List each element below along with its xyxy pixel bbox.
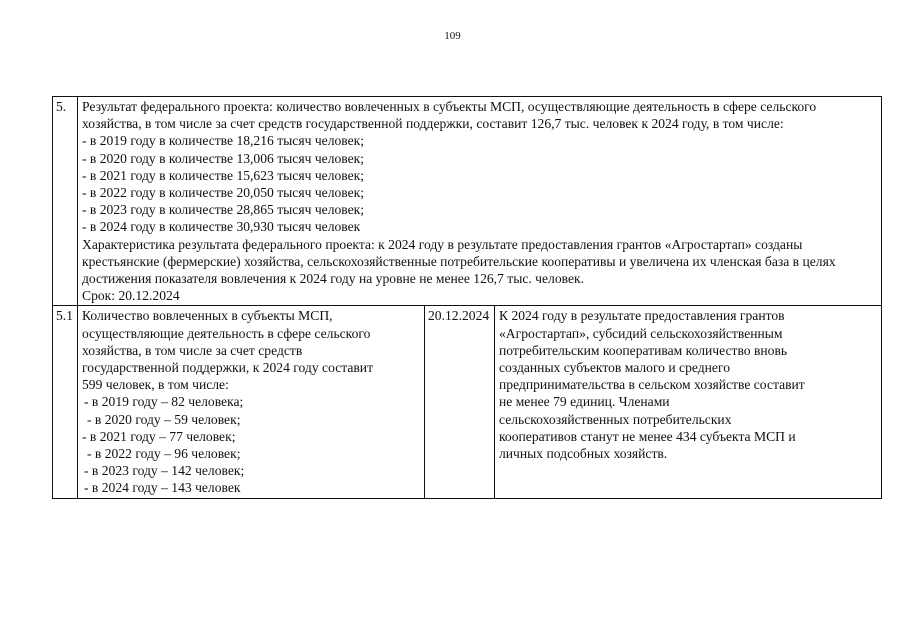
- section-5-year-2019: - в 2019 году в количестве 18,216 тысяч человек;: [82, 133, 365, 149]
- section-5-1-desc-line: осуществляющие деятельность в сфере сельского: [82, 325, 371, 341]
- section-5-1-desc-line: государственной поддержки, к 2024 году составит: [82, 360, 374, 376]
- section-5-1-description: [78, 306, 425, 498]
- section-5-year-2021: - в 2021 году в количестве 15,623 тысяч человек;: [82, 167, 365, 183]
- section-5-1-year-2024: - в 2024 году – 143 человек: [84, 480, 241, 496]
- section-5-1-result-line: потребительским кооперативам количество вновь: [499, 342, 788, 358]
- section-5-1-result-line: личных подсобных хозяйств.: [499, 446, 668, 462]
- section-5-1-desc-line: хозяйства, в том числе за счет средств: [82, 342, 303, 358]
- section-5-1-year-2021: - в 2021 году – 77 человек;: [82, 428, 236, 444]
- section-5-characteristic: Характеристика результата федерального проекта: к 2024 году в результате предоставления грантов «Агростартап» созданы крестьянские (фермерские) хозяйства, сельскохозяйственные потребительские кооперативы и увеличена их членская база в целях достижения показателя вовлечения к 2024 году на уровне не менее 126,7 тыс. человек.: [82, 236, 836, 287]
- section-5-1-desc-line: 599 человек, в том числе:: [82, 377, 229, 393]
- section-5-1-desc-line: Количество вовлеченных в субъекты МСП,: [82, 308, 333, 324]
- section-5-1-year-2020: - в 2020 году – 59 человек;: [87, 411, 241, 427]
- table-row-section-5: [53, 97, 882, 306]
- section-5-1-year-2022: - в 2022 году – 96 человек;: [87, 446, 241, 462]
- section-5-year-2020: - в 2020 году в количестве 13,006 тысяч человек;: [82, 150, 365, 166]
- section-5-content: [78, 97, 882, 306]
- section-5-1-result-line: не менее 79 единиц. Членами: [499, 394, 670, 410]
- table-row-section-5-1: [53, 306, 882, 498]
- section-5-1-result-line: предпринимательства в сельском хозяйстве составит: [499, 377, 805, 393]
- section-5-1-year-2019: - в 2019 году – 82 человека;: [84, 394, 244, 410]
- section-5-1-result-line: кооперативов станут не менее 434 субъекта МСП и: [499, 428, 796, 444]
- section-5-year-2022: - в 2022 году в количестве 20,050 тысяч человек;: [82, 185, 365, 201]
- section-5-1-result-line: сельскохозяйственных потребительских: [499, 411, 732, 427]
- section-5-year-2023: - в 2023 году в количестве 28,865 тысяч человек;: [82, 202, 365, 218]
- section-5-year-2024: - в 2024 году в количестве 30,930 тысяч человек: [82, 219, 361, 235]
- section-5-1-date: 20.12.2024: [425, 306, 495, 498]
- section-5-deadline: Срок: 20.12.2024: [82, 288, 180, 304]
- section-5-1-result-line: К 2024 году в результате предоставления грантов: [499, 308, 785, 324]
- section-5-1-number: 5.1: [53, 306, 78, 498]
- section-5-1-year-2023: - в 2023 году – 142 человек;: [84, 463, 245, 479]
- section-5-1-result: [495, 306, 882, 498]
- section-5-1-result-line: созданных субъектов малого и среднего: [499, 360, 730, 376]
- section-5-number: 5.: [53, 97, 78, 306]
- page-number: 109: [444, 30, 461, 42]
- section-5-intro: Результат федерального проекта: количество вовлеченных в субъекты МСП, осуществляющие деятельность в сфере сельского хозяйства, в том числе за счет средств государственной поддержки, составит 126,7 тыс. человек к 2024 году, в том числе:: [82, 99, 817, 132]
- project-results-table: [52, 96, 882, 499]
- section-5-1-result-line: «Агростартап», субсидий сельскохозяйственным: [499, 325, 783, 341]
